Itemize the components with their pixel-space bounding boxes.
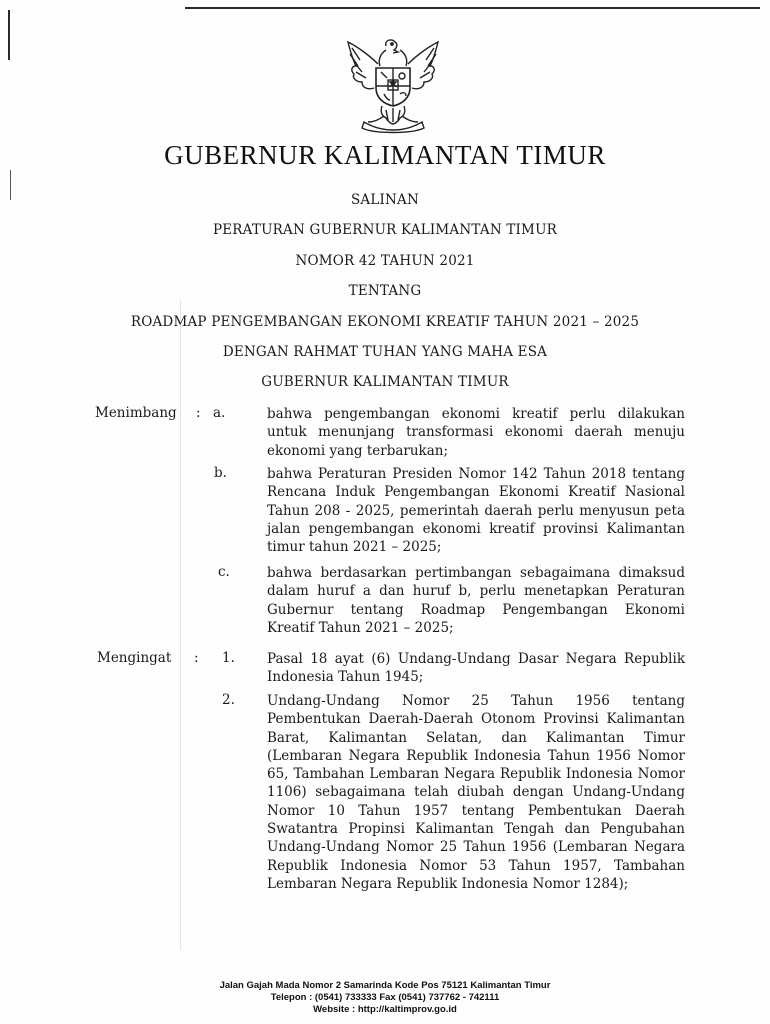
- scan-artifact-line: [185, 7, 760, 9]
- legal-basis-item: Undang-Undang Nomor 25 Tahun 1956 tentang Pembentukan Daerah-Daerah Otonom Provinsi Kalimantan Barat, Kalimantan Selatan, dan Kalimantan Timur (Lembaran Negara Republik Indonesia Tahun 1956 Nomor 65, Tambahan Lembaran Negara Republik Indonesia Nomor 1106) sebagaimana telah diubah dengan Undang-Undang Nomor 10 Tahun 1957 tentang Pembentukan Daerah Swatantra Propinsi Kalimantan Tengah dan Pengubahan Undang-Undang Nomor 25 Tahun 1956 (Lembaran Negara Republik Indonesia Nomor 53 Tahun 1957, Tambahan Lembaran Negara Republik Indonesia Nomor 1284);: [267, 693, 685, 892]
- consideration-item: bahwa Peraturan Presiden Nomor 142 Tahun 2018 tentang Rencana Induk Pengembangan Ekonomi Kreatif Nasional Tahun 208 - 2025, pemerintah daerah perlu menyusun peta jalan pengembangan ekonomi kreatif provinsi Kalimantan timur tahun 2021 – 2025;: [267, 466, 685, 556]
- list-marker: a.: [213, 405, 226, 421]
- consideration-item: bahwa berdasarkan pertimbangan sebagaimana dimaksud dalam huruf a dan huruf b, perlu menetapkan Peraturan Gubernur tentang Roadmap Pengembangan Ekonomi Kreatif Tahun 2021 – 2025;: [267, 565, 685, 636]
- regulation-number: NOMOR 42 TAHUN 2021: [295, 253, 475, 269]
- menimbang-label: Menimbang: [95, 405, 177, 421]
- footer-phone: Telepon : (0541) 733333 Fax (0541) 737762 - 742111: [270, 992, 500, 1003]
- paper-fold-line: [180, 300, 181, 950]
- copy-label: SALINAN: [350, 192, 420, 208]
- consideration-item: bahwa pengembangan ekonomi kreatif perlu dilakukan untuk menunjang transformasi ekonomi daerah menuju ekonomi yang terbarukan;: [267, 406, 685, 459]
- regulation-title: PERATURAN GUBERNUR KALIMANTAN TIMUR: [212, 222, 558, 238]
- scan-artifact-line: [8, 10, 10, 60]
- government-title: GUBERNUR KALIMANTAN TIMUR: [164, 140, 606, 170]
- issuer: GUBERNUR KALIMANTAN TIMUR: [261, 374, 509, 390]
- list-marker: 2.: [222, 692, 235, 708]
- list-marker: 1.: [222, 650, 235, 666]
- mengingat-colon: :: [194, 650, 199, 666]
- preamble: DENGAN RAHMAT TUHAN YANG MAHA ESA: [222, 344, 548, 360]
- list-marker: c.: [218, 564, 230, 580]
- menimbang-colon: :: [196, 405, 201, 421]
- regulation-subject: ROADMAP PENGEMBANGAN EKONOMI KREATIF TAHUN 2021 – 2025: [130, 314, 640, 330]
- mengingat-label: Mengingat: [97, 650, 172, 666]
- garuda-emblem-icon: [340, 36, 446, 134]
- list-marker: b.: [214, 465, 227, 481]
- about-label: TENTANG: [348, 283, 422, 299]
- footer-address: Jalan Gajah Mada Nomor 2 Samarinda Kode Pos 75121 Kalimantan Timur: [219, 980, 551, 991]
- footer-website: Website : http://kaltimprov.go.id: [313, 1004, 457, 1015]
- legal-basis-item: Pasal 18 ayat (6) Undang-Undang Dasar Negara Republik Indonesia Tahun 1945;: [267, 651, 685, 686]
